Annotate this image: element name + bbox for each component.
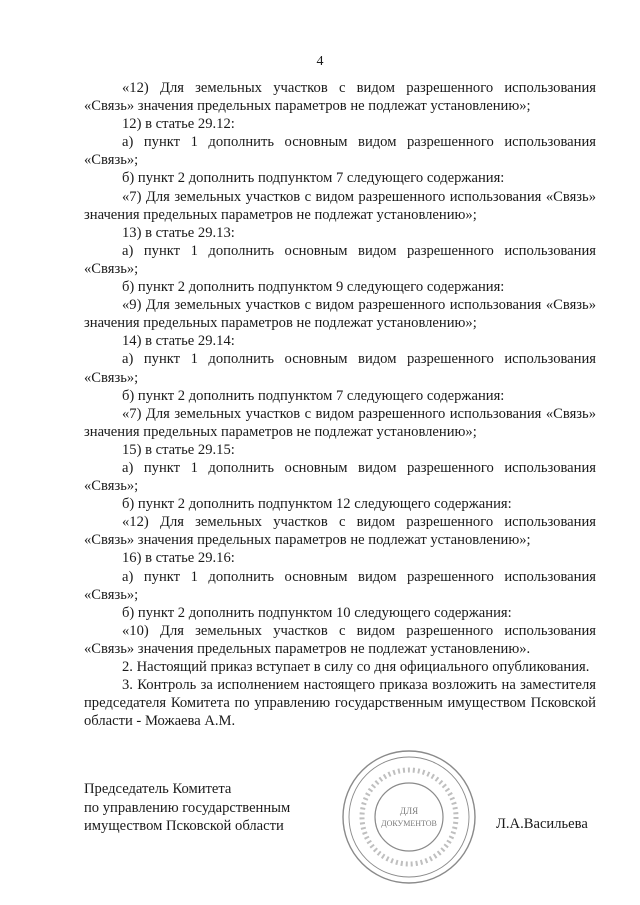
paragraph: б) пункт 2 дополнить подпунктом 12 следующего содержания: — [122, 496, 512, 513]
paragraph: «7) Для земельных участков с видом разрешенного использования «Связь» значения предельных параметров не подлежат установлению»; — [84, 188, 596, 223]
paragraph: «12) Для земельных участков с видом разрешенного использования «Связь» значения предельных параметров не подлежат установлению»; — [84, 514, 596, 549]
paragraph: 16) в статье 29.16: — [122, 550, 235, 567]
stamp-center-text: ДЛЯ — [399, 806, 419, 816]
paragraph: а) пункт 1 дополнить основным видом разрешенного использования «Связь»; — [84, 568, 596, 603]
paragraph: «7) Для земельных участков с видом разрешенного использования «Связь» значения предельных параметров не подлежат установлению»; — [84, 405, 596, 440]
paragraph: 13) в статье 29.13: — [122, 224, 235, 241]
paragraph: б) пункт 2 дополнить подпунктом 7 следующего содержания: — [122, 387, 505, 404]
paragraph: а) пункт 1 дополнить основным видом разрешенного использования «Связь»; — [84, 242, 596, 277]
stamp-center-text: ДОКУМЕНТОВ — [381, 819, 437, 828]
stamp-inner-ring — [375, 783, 443, 851]
stamp-text-band — [362, 770, 456, 864]
paragraph: 12) в статье 29.12: — [122, 116, 235, 133]
signatory-name: Л.А.Васильева — [496, 816, 588, 832]
paragraph: б) пункт 2 дополнить подпунктом 7 следующего содержания: — [122, 170, 505, 187]
signatory-title-line: по управлению государственным — [84, 799, 291, 816]
paragraph: «10) Для земельных участков с видом разрешенного использования «Связь» значения предельных параметров не подлежат установлению». — [84, 622, 596, 657]
paragraph: 14) в статье 29.14: — [122, 333, 235, 350]
paragraph: а) пункт 1 дополнить основным видом разрешенного использования «Связь»; — [84, 351, 596, 386]
document-body — [84, 79, 596, 730]
signatory-title-line: имуществом Псковской области — [84, 818, 284, 834]
paragraph: 2. Настоящий приказ вступает в силу со дня официального опубликования. — [122, 659, 590, 675]
paragraph: «9) Для земельных участков с видом разрешенного использования «Связь» значения предельных параметров не подлежат установлению»; — [84, 297, 596, 332]
paragraph: б) пункт 2 дополнить подпунктом 9 следующего содержания: — [122, 279, 505, 296]
paragraph: 15) в статье 29.15: — [122, 441, 235, 458]
paragraph: 3. Контроль за исполнением настоящего приказа возложить на заместителя председателя Комитета по управлению государственным имуществом Псковской области - Можаева А.М. — [84, 677, 596, 730]
stamp-middle-ring — [349, 757, 469, 877]
paragraph: «12) Для земельных участков с видом разрешенного использования «Связь» значения предельных параметров не подлежат установлению»; — [84, 80, 596, 115]
official-stamp — [340, 748, 478, 886]
paragraph: а) пункт 1 дополнить основным видом разрешенного использования «Связь»; — [84, 459, 596, 495]
signatory-title — [84, 780, 290, 836]
paragraph: б) пункт 2 дополнить подпунктом 10 следующего содержания: — [122, 604, 512, 621]
page-number: 4 — [316, 54, 324, 69]
paragraph: а) пункт 1 дополнить основным видом разрешенного использования «Связь»; — [84, 134, 596, 169]
signatory-title-line: Председатель Комитета — [84, 781, 232, 797]
